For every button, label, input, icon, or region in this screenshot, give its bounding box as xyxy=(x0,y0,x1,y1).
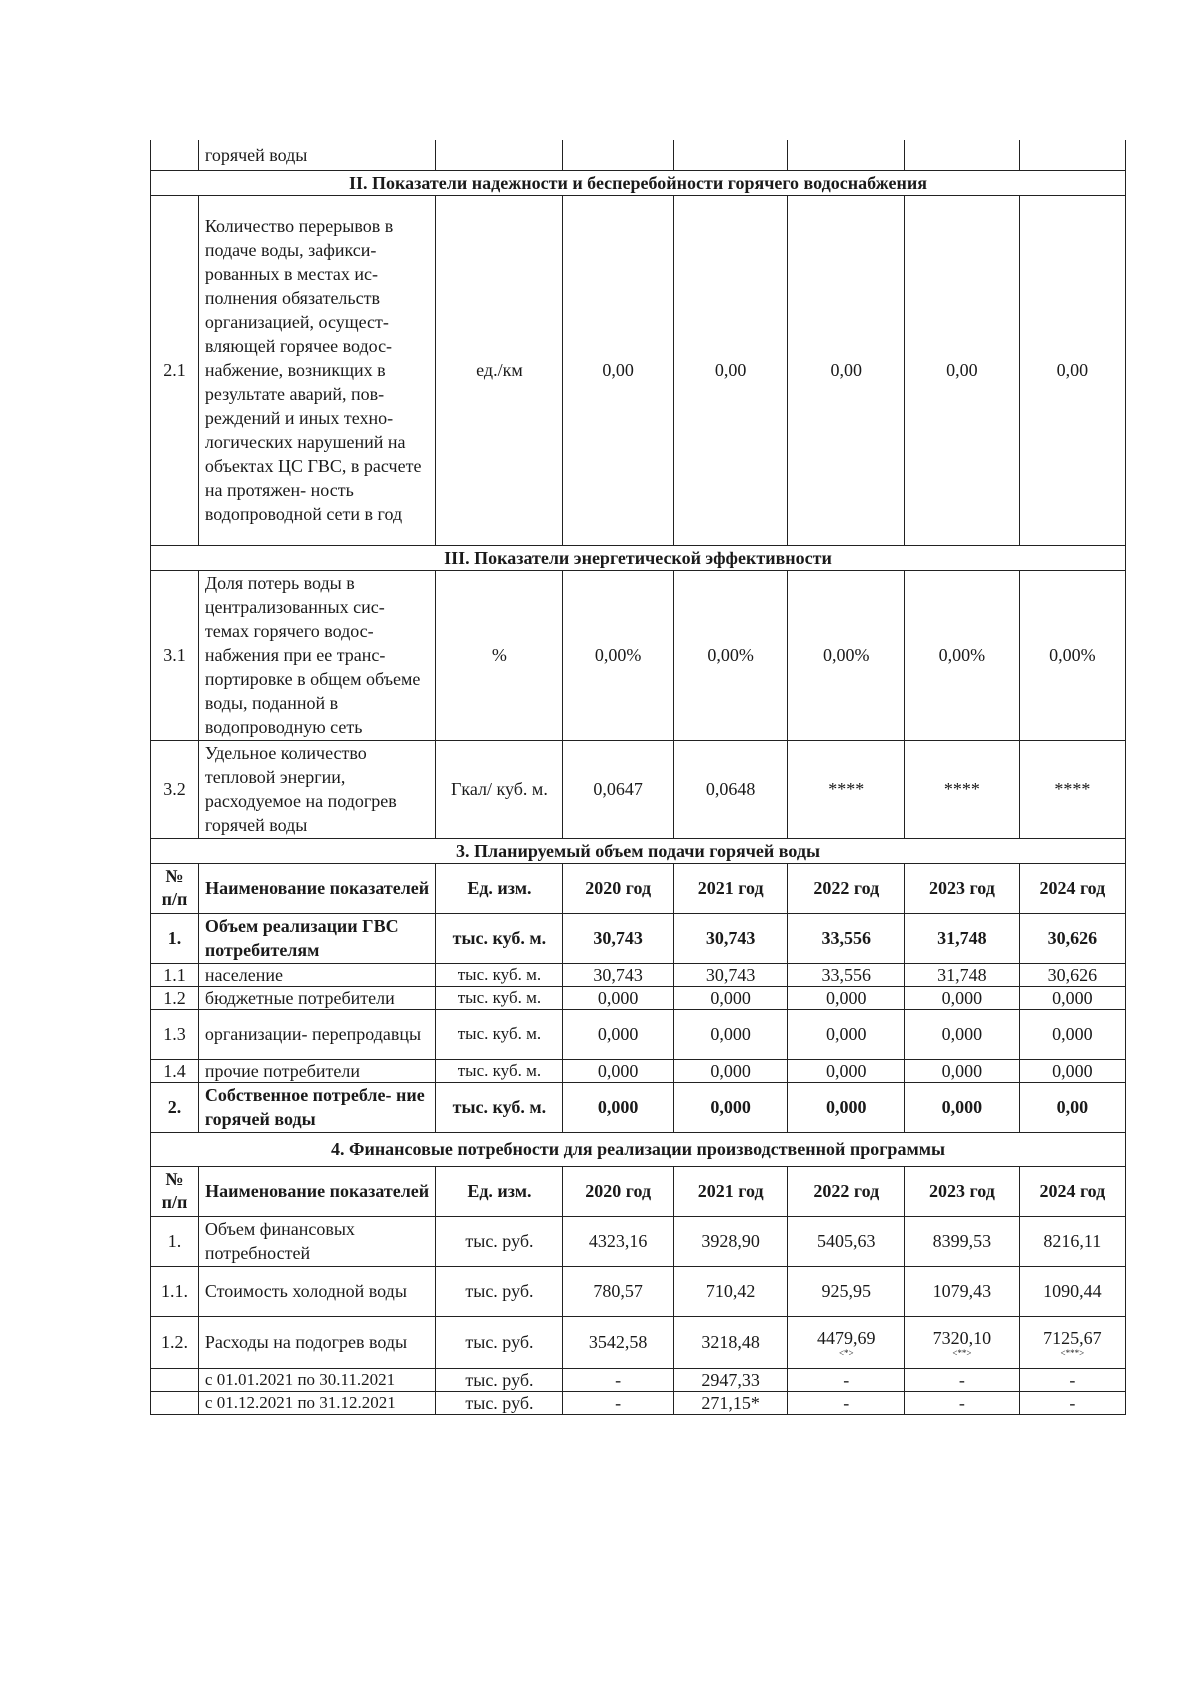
row-value: 0,000 xyxy=(1019,986,1125,1009)
row-unit: тыс. руб. xyxy=(436,1368,563,1391)
row-value: 0,000 xyxy=(673,1009,788,1059)
row-name: Объем финансовых потребностей xyxy=(198,1216,435,1266)
row-value: 30,626 xyxy=(1019,913,1125,963)
row-number: 1.1 xyxy=(151,963,199,986)
section-title-row xyxy=(151,838,1126,863)
row-value: 0,000 xyxy=(788,1082,905,1132)
row-value: 3928,90 xyxy=(673,1216,788,1266)
table-row xyxy=(151,1368,1126,1391)
table-row xyxy=(151,1009,1126,1059)
row-number xyxy=(151,1391,199,1414)
row-unit: тыс. куб. м. xyxy=(436,913,563,963)
row-value: 0,000 xyxy=(563,1009,673,1059)
row-number: 3.2 xyxy=(151,740,199,838)
indicators-table xyxy=(150,140,1126,1415)
section-title-row xyxy=(151,545,1126,570)
row-number: 1. xyxy=(151,1216,199,1266)
row-value: 0,000 xyxy=(563,1082,673,1132)
row-name: Доля потерь воды в централизованных сис- темах горячего водос- набжения при ее транс- портировке в общем объеме воды, поданной в водопроводную сеть xyxy=(198,570,435,740)
row-unit: тыс. куб. м. xyxy=(436,986,563,1009)
row-name: с 01.01.2021 по 30.11.2021 xyxy=(198,1368,435,1391)
row-value: 30,626 xyxy=(1019,963,1125,986)
row-value: - xyxy=(563,1391,673,1414)
row-value: 0,000 xyxy=(905,1059,1020,1082)
row-value: 710,42 xyxy=(673,1266,788,1316)
row-value: - xyxy=(1019,1391,1125,1414)
row-value: 30,743 xyxy=(563,913,673,963)
row-value: 0,0648 xyxy=(673,740,788,838)
row-value: 0,00% xyxy=(563,570,673,740)
table-row xyxy=(151,140,1126,170)
row-value: 8216,11 xyxy=(1019,1216,1125,1266)
header-year: 2021 год xyxy=(673,1166,788,1216)
row-name: Расходы на подогрев воды xyxy=(198,1316,435,1368)
cell-value: 7320,10 xyxy=(932,1328,992,1348)
row-value: **** xyxy=(905,740,1020,838)
header-year: 2024 год xyxy=(1019,1166,1125,1216)
header-unit: Ед. изм. xyxy=(436,863,563,913)
row-name: Объем реализации ГВС потребителям xyxy=(198,913,435,963)
row-number: 1.4 xyxy=(151,1059,199,1082)
header-year: 2024 год xyxy=(1019,863,1125,913)
row-label: горячей воды xyxy=(198,140,435,170)
row-value: 780,57 xyxy=(563,1266,673,1316)
row-value: **** xyxy=(788,740,905,838)
row-value: - xyxy=(788,1391,905,1414)
row-value: - xyxy=(1019,1368,1125,1391)
header-name: Наименование показателей xyxy=(198,1166,435,1216)
table-row xyxy=(151,740,1126,838)
row-value: - xyxy=(905,1391,1020,1414)
document-sheet xyxy=(150,140,1126,1415)
header-number: № п/п xyxy=(151,863,199,913)
row-number: 1.2 xyxy=(151,986,199,1009)
row-unit: тыс. куб. м. xyxy=(436,963,563,986)
row-unit: % xyxy=(436,570,563,740)
row-value: 30,743 xyxy=(673,913,788,963)
row-value: 0,000 xyxy=(673,1059,788,1082)
row-number: 1. xyxy=(151,913,199,963)
row-value: 0,00% xyxy=(1019,570,1125,740)
row-value: 0,000 xyxy=(1019,1059,1125,1082)
row-value: 0,00 xyxy=(905,195,1020,545)
row-value: - xyxy=(788,1368,905,1391)
row-value: 30,743 xyxy=(673,963,788,986)
row-name: с 01.12.2021 по 31.12.2021 xyxy=(198,1391,435,1414)
table-row xyxy=(151,986,1126,1009)
header-number: № п/п xyxy=(151,1166,199,1216)
row-name: прочие потребители xyxy=(198,1059,435,1082)
row-name: организации- перепродавцы xyxy=(198,1009,435,1059)
row-number: 1.2. xyxy=(151,1316,199,1368)
row-value: 1090,44 xyxy=(1019,1266,1125,1316)
row-value xyxy=(1019,1316,1125,1368)
row-value: 0,00% xyxy=(673,570,788,740)
table-row xyxy=(151,1391,1126,1414)
footnote-mark: <*> xyxy=(838,1348,854,1358)
row-unit: тыс. руб. xyxy=(436,1316,563,1368)
row-value: 0,000 xyxy=(788,986,905,1009)
header-year: 2020 год xyxy=(563,863,673,913)
header-year: 2022 год xyxy=(788,863,905,913)
table-row xyxy=(151,913,1126,963)
row-value: 925,95 xyxy=(788,1266,905,1316)
header-name: Наименование показателей xyxy=(198,863,435,913)
table-row xyxy=(151,1316,1126,1368)
row-value: 1079,43 xyxy=(905,1266,1020,1316)
row-value: 0,00 xyxy=(673,195,788,545)
row-value: 0,000 xyxy=(905,1082,1020,1132)
row-name: население xyxy=(198,963,435,986)
row-value: 2947,33 xyxy=(673,1368,788,1391)
row-value: 0,00 xyxy=(1019,195,1125,545)
row-name: Количество перерывов в подаче воды, зафикси- рованных в местах ис- полнения обязательств организацией, осущест- вляющей горячее водос- набжение, возникщих в результате аварий, пов- реждений и иных техно- логических нарушений на объектах ЦС ГВС, в расчете на протяжен- ность водопроводной сети в год xyxy=(198,195,435,545)
row-name: Стоимость холодной воды xyxy=(198,1266,435,1316)
row-value: 33,556 xyxy=(788,913,905,963)
section-title-row xyxy=(151,1132,1126,1166)
header-year: 2021 год xyxy=(673,863,788,913)
row-value: 3218,48 xyxy=(673,1316,788,1368)
row-value: 0,000 xyxy=(1019,1009,1125,1059)
row-value: 0,000 xyxy=(905,1009,1020,1059)
row-value: **** xyxy=(1019,740,1125,838)
row-value: 3542,58 xyxy=(563,1316,673,1368)
section-title: II. Показатели надежности и бесперебойности горячего водоснабжения xyxy=(151,170,1126,195)
row-value: 0,00 xyxy=(1019,1082,1125,1132)
row-value: 0,000 xyxy=(563,1059,673,1082)
row-value: 0,000 xyxy=(905,986,1020,1009)
row-value xyxy=(788,1316,905,1368)
section-title-row xyxy=(151,170,1126,195)
row-value xyxy=(905,1316,1020,1368)
row-value: 0,00 xyxy=(788,195,905,545)
row-value: - xyxy=(563,1368,673,1391)
row-value: 0,000 xyxy=(673,1082,788,1132)
row-value: - xyxy=(905,1368,1020,1391)
row-unit: тыс. руб. xyxy=(436,1266,563,1316)
footnote-mark: <***> xyxy=(1060,1348,1085,1358)
section-title: 4. Финансовые потребности для реализации производственной программы xyxy=(151,1132,1126,1166)
row-value: 0,0647 xyxy=(563,740,673,838)
row-number: 1.3 xyxy=(151,1009,199,1059)
header-row xyxy=(151,1166,1126,1216)
table-row xyxy=(151,570,1126,740)
row-value: 8399,53 xyxy=(905,1216,1020,1266)
section-title: III. Показатели энергетической эффективности xyxy=(151,545,1126,570)
row-unit: тыс. руб. xyxy=(436,1216,563,1266)
row-number: 1.1. xyxy=(151,1266,199,1316)
header-year: 2020 год xyxy=(563,1166,673,1216)
row-value: 33,556 xyxy=(788,963,905,986)
row-name: Удельное количество тепловой энергии, расходуемое на подогрев горячей воды xyxy=(198,740,435,838)
row-unit: тыс. руб. xyxy=(436,1391,563,1414)
table-row xyxy=(151,1059,1126,1082)
row-value: 0,000 xyxy=(673,986,788,1009)
table-row xyxy=(151,1216,1126,1266)
row-unit: Гкал/ куб. м. xyxy=(436,740,563,838)
row-number: 2. xyxy=(151,1082,199,1132)
row-value: 0,000 xyxy=(563,986,673,1009)
header-unit: Ед. изм. xyxy=(436,1166,563,1216)
row-value: 271,15* xyxy=(673,1391,788,1414)
section-title: 3. Планируемый объем подачи горячей воды xyxy=(151,838,1126,863)
row-unit: тыс. куб. м. xyxy=(436,1059,563,1082)
row-name: бюджетные потребители xyxy=(198,986,435,1009)
row-number xyxy=(151,1368,199,1391)
row-value: 0,00 xyxy=(563,195,673,545)
row-value: 0,000 xyxy=(788,1009,905,1059)
row-value: 0,00% xyxy=(905,570,1020,740)
row-name: Собственное потребле- ние горячей воды xyxy=(198,1082,435,1132)
header-year: 2023 год xyxy=(905,863,1020,913)
row-value: 31,748 xyxy=(905,963,1020,986)
table-row xyxy=(151,1082,1126,1132)
row-unit: ед./км xyxy=(436,195,563,545)
header-year: 2022 год xyxy=(788,1166,905,1216)
row-value: 31,748 xyxy=(905,913,1020,963)
row-unit: тыс. куб. м. xyxy=(436,1009,563,1059)
footnote-mark: <**> xyxy=(952,1348,972,1358)
row-number: 2.1 xyxy=(151,195,199,545)
cell-value: 7125,67 xyxy=(1043,1328,1102,1348)
row-unit: тыс. куб. м. xyxy=(436,1082,563,1132)
table-row xyxy=(151,195,1126,545)
row-value: 30,743 xyxy=(563,963,673,986)
row-value: 0,00% xyxy=(788,570,905,740)
row-value: 5405,63 xyxy=(788,1216,905,1266)
header-year: 2023 год xyxy=(905,1166,1020,1216)
cell-value: 4479,69 xyxy=(817,1328,876,1348)
table-row xyxy=(151,963,1126,986)
table-row xyxy=(151,1266,1126,1316)
header-row xyxy=(151,863,1126,913)
row-value: 4323,16 xyxy=(563,1216,673,1266)
row-value: 0,000 xyxy=(788,1059,905,1082)
row-number: 3.1 xyxy=(151,570,199,740)
